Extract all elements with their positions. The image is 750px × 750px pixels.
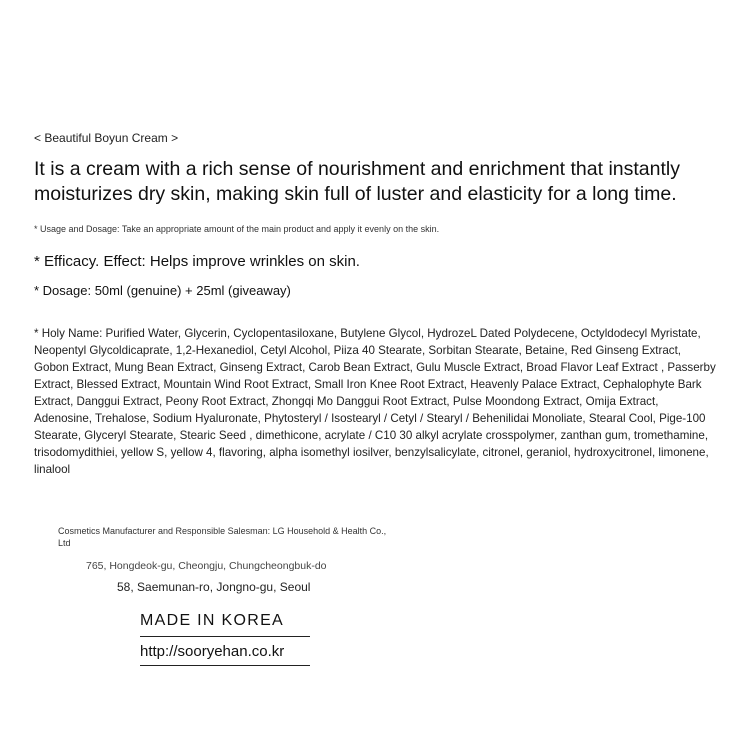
product-title: < Beautiful Boyun Cream > — [34, 131, 179, 145]
dosage-text: * Dosage: 50ml (genuine) + 25ml (giveaway) — [34, 283, 291, 298]
usage-text: * Usage and Dosage: Take an appropriate amount of the main product and apply it evenly on the skin. — [34, 224, 440, 234]
address-line-1: 765, Hongdeok-gu, Cheongju, Chungcheongbuk-do — [86, 560, 327, 572]
made-in-label: MADE IN KOREA — [140, 612, 285, 629]
address-line-2: 58, Saemunan-ro, Jongno-gu, Seoul — [117, 580, 311, 594]
product-description: It is a cream with a rich sense of nourishment and enrichment that instantly moisturizes dry skin, making skin full of luster and elasticity for a long time. — [34, 158, 680, 205]
website-link[interactable]: http://sooryehan.co.kr — [140, 636, 310, 666]
efficacy-text: * Efficacy. Effect: Helps improve wrinkles on skin. — [34, 253, 360, 270]
manufacturer-text: Cosmetics Manufacturer and Responsible Salesman: LG Household & Health Co., Ltd — [58, 526, 387, 548]
ingredients-list: * Holy Name: Purified Water, Glycerin, Cyclopentasiloxane, Butylene Glycol, HydrozeL Dated Polydecene, Octyldodecyl Myristate, Neopentyl Glycoldicaprate, 1,2-Hexanediol, Cetyl Alcohol, Piiza 40 Stearate, Sorbitan Stearate, Betaine, Red Ginseng Extract, Gobon Extract, Mung Bean Extract, Ginseng Extract, Carob Bean Extract, Gulu Muscle Extract, Broad Flavor Leaf Extract , Passerby Extract, Blessed Extract, Mountain Wind Root Extract, Small Iron Knee Root Extract, Heavenly Palace Extract, Cephalophyte Bark Extract, Danggui Extract, Peony Root Extract, Zhongqi Mo Danggui Root Extract, Pulse Moondong Extract, Omija Extract, Adenosine, Trehalose, Sodium Hyaluronate, Phytosteryl / Isostearyl / Cetyl / Stearyl / Behenilidai Monoliate, Stearal Cool, Pige-100 Stearate, Glyceryl Stearate, Stearic Seed , dimethicone, acrylate / C10 30 alkyl acrylate crosspolymer, zanthan gum, tromethamine, trisodomydithiei, yellow S, yellow 4, flavoring, alpha isomethyl iosilver, benzylsalicylate, citronel, geraniol, hydroxycitronel, limonene, linalool — [34, 327, 716, 476]
